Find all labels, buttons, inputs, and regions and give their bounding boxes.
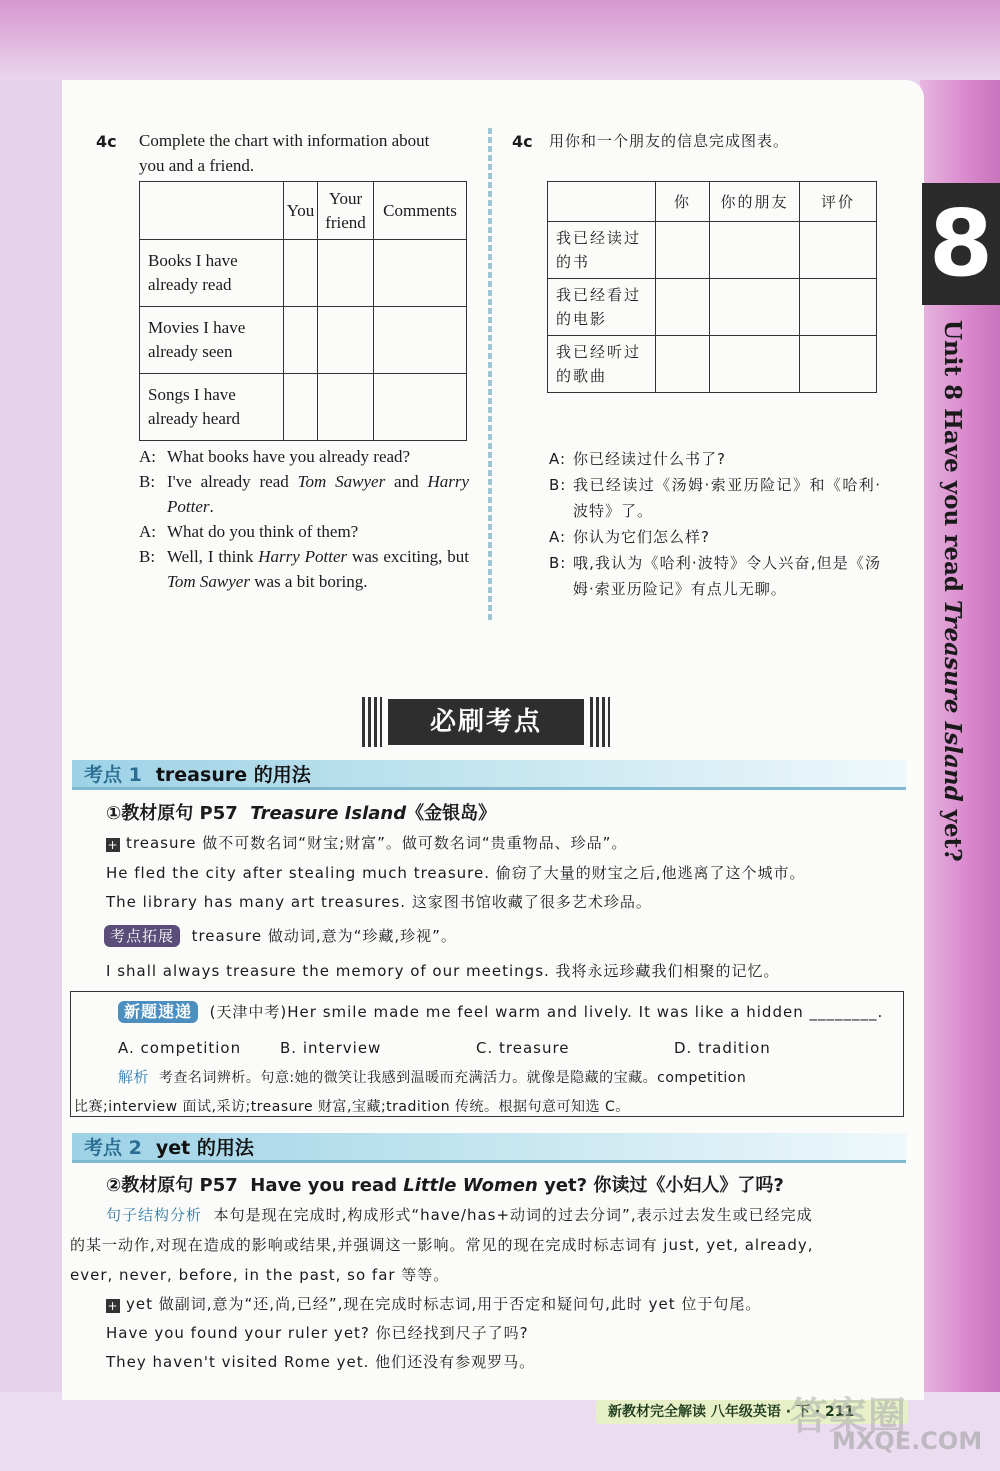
left-dialogue: [139, 444, 469, 594]
table-cell[interactable]: [656, 336, 710, 393]
quiz-option[interactable]: D. tradition: [674, 1039, 771, 1057]
dialogue-line: [549, 472, 881, 524]
quiz-option[interactable]: C. treasure: [476, 1039, 570, 1057]
unit-title-suffix: yet?: [939, 801, 966, 862]
quiz-analysis-line2: 比赛;interview 面试,采访;treasure 财富,宝藏;tradition 传统。根据句意可知选 C。: [74, 1099, 630, 1115]
section-banner: [362, 697, 610, 747]
page-footer: 新教材完全解读 八年级英语 · 下 · 211: [596, 1400, 908, 1424]
speaker: B:: [139, 547, 156, 566]
speaker: B:: [139, 472, 156, 491]
dialogue-line: [139, 469, 469, 519]
extension-chip: 考点拓展: [104, 925, 180, 947]
speaker: A:: [139, 447, 156, 466]
quiz-options: [118, 1035, 818, 1061]
left-chart-table: [139, 181, 467, 441]
source-label: ②教材原句 P57: [106, 1175, 238, 1196]
quiz-question: 新题速递 (天津中考)Her smile made me feel warm and lively. It was like a hidden ________.: [118, 999, 883, 1025]
table-header-cell: 你: [656, 182, 710, 222]
quiz-option[interactable]: A. competition: [118, 1039, 242, 1057]
source-italic: Treasure Island: [250, 803, 407, 824]
table-cell[interactable]: [318, 374, 374, 441]
table-cell[interactable]: [800, 222, 877, 279]
right-task-tag: 4c: [512, 132, 533, 151]
quiz-option[interactable]: B. interview: [280, 1039, 382, 1057]
table-cell[interactable]: [710, 279, 800, 336]
table-header-cell: Comments: [374, 182, 467, 240]
dialogue-line: [139, 519, 469, 544]
plus-icon: +: [107, 838, 119, 852]
unit-title: [926, 320, 966, 862]
table-header-cell: You: [284, 182, 318, 240]
structure-label: 句子结构分析: [106, 1206, 203, 1224]
table-cell[interactable]: [374, 307, 467, 374]
left-instruction: [139, 128, 469, 178]
table-row-label: 我已经读过的书: [548, 222, 656, 279]
dialogue-text: I've already read Tom Sawyer and Harry Potter.: [167, 472, 470, 516]
point-2-example: Have you found your ruler yet? 你已经找到尺子了吗?: [106, 1324, 529, 1342]
table-header-cell: [140, 182, 284, 240]
table-cell[interactable]: [800, 279, 877, 336]
dialogue-line: [139, 444, 469, 469]
point-1-example: I shall always treasure the memory of our meetings. 我将永远珍藏我们相聚的记忆。: [106, 962, 780, 980]
point-2-note: + yet 做副词,意为“还,尚,已经”,现在完成时标志词,用于否定和疑问句,此时 yet 位于句尾。: [107, 1295, 762, 1313]
table-cell[interactable]: [284, 307, 318, 374]
table-row-label: 我已经看过的电影: [548, 279, 656, 336]
point-2-header: [72, 1133, 906, 1163]
point-2-source: ②教材原句 P57 Have you read Little Women yet? 你读过《小妇人》了吗?: [106, 1175, 784, 1196]
column-divider: [488, 128, 492, 622]
table-cell[interactable]: [318, 240, 374, 307]
top-band: [0, 0, 1000, 80]
point-1-extension: 考点拓展 treasure 做动词,意为“珍藏,珍视”。: [104, 923, 457, 949]
table-cell[interactable]: [318, 307, 374, 374]
quiz-chip: 新题速递: [118, 1001, 198, 1023]
left-task-tag: 4c: [96, 132, 117, 151]
dialogue-text: 你认为它们怎么样?: [573, 528, 710, 546]
point-title: treasure 的用法: [155, 764, 311, 786]
dialogue-line: [139, 544, 469, 594]
dialogue-line: [549, 446, 881, 472]
point-1-example: The library has many art treasures. 这家图书馆收藏了很多艺术珍品。: [106, 893, 652, 911]
table-row-label: Movies I have already seen: [140, 307, 284, 374]
table-row-label: Songs I have already heard: [140, 374, 284, 441]
dialogue-text: Well, I think Harry Potter was exciting, but Tom Sawyer was a bit boring.: [167, 547, 469, 591]
point-title: yet 的用法: [155, 1137, 254, 1159]
point-2-structure: 句子结构分析 本句是现在完成时,构成形式“have/has+动词的过去分词”,表示过去发生或已经完成: [106, 1206, 813, 1224]
point-2-example: They haven't visited Rome yet. 他们还没有参观罗马。: [106, 1353, 536, 1371]
table-header-cell: [548, 182, 656, 222]
speaker: B:: [549, 554, 567, 572]
unit-title-italic: Treasure Island: [939, 599, 966, 802]
banner-stripes: [362, 697, 382, 747]
point-1-note: + treasure 做不可数名词“财宝;财富”。做可数名词“贵重物品、珍品”。: [107, 834, 628, 852]
table-cell[interactable]: [284, 240, 318, 307]
unit-title-prefix: Unit 8 Have you read: [939, 320, 966, 600]
point-number: 考点 1: [84, 764, 142, 786]
table-cell[interactable]: [710, 336, 800, 393]
point-2-structure-line: 的某一动作,对现在造成的影响或结果,并强调这一影响。常见的现在完成时标志词有 just, yet, already,: [70, 1236, 814, 1254]
plus-icon: +: [107, 1299, 119, 1313]
dialogue-text: 我已经读过《汤姆·索亚历险记》和《哈利·波特》了。: [573, 476, 881, 520]
quiz-analysis: 解析 考查名词辨析。句意:她的微笑让我感到温暖而充满活力。就像是隐藏的宝藏。competition: [118, 1068, 747, 1086]
table-cell[interactable]: [374, 374, 467, 441]
point-1-header: [72, 760, 906, 790]
dialogue-text: 哦,我认为《哈利·波特》令人兴奋,但是《汤姆·索亚历险记》有点儿无聊。: [573, 554, 881, 598]
table-cell[interactable]: [284, 374, 318, 441]
source-cn: 《金银岛》: [406, 803, 497, 824]
point-1-example: He fled the city after stealing much treasure. 偷窃了大量的财宝之后,他逃离了这个城市。: [106, 864, 806, 882]
point-number: 考点 2: [84, 1137, 142, 1159]
table-row-label: 我已经听过的歌曲: [548, 336, 656, 393]
banner-title: 必刷考点: [388, 699, 584, 745]
dialogue-text: What do you think of them?: [167, 522, 359, 541]
dialogue-line: [549, 524, 881, 550]
table-cell[interactable]: [374, 240, 467, 307]
left-instruction-line: you and a friend.: [139, 156, 255, 175]
speaker: A:: [139, 522, 156, 541]
left-instruction-line: Complete the chart with information about: [139, 131, 430, 150]
watermark: 答案圈: [790, 1394, 908, 1438]
right-dialogue: [549, 446, 881, 602]
table-cell[interactable]: [800, 336, 877, 393]
analysis-label: 解析: [118, 1068, 150, 1086]
right-instruction: 用你和一个朋友的信息完成图表。: [549, 132, 790, 150]
source-label: ①教材原句 P57: [106, 803, 238, 824]
table-cell[interactable]: [656, 279, 710, 336]
speaker: A:: [549, 450, 567, 468]
right-chart-table: [547, 181, 877, 393]
speaker: A:: [549, 528, 567, 546]
table-row-label: Books I have already read: [140, 240, 284, 307]
dialogue-text: What books have you already read?: [167, 447, 411, 466]
table-header-cell: Your friend: [318, 182, 374, 240]
watermark-url: MXQE.COM: [832, 1427, 983, 1455]
unit-number: 8: [922, 183, 1000, 305]
dialogue-text: 你已经读过什么书了?: [573, 450, 726, 468]
table-cell[interactable]: [656, 222, 710, 279]
table-header-cell: 你的朋友: [710, 182, 800, 222]
speaker: B:: [549, 476, 567, 494]
table-cell[interactable]: [710, 222, 800, 279]
dialogue-line: [549, 550, 881, 602]
point-1-source: [106, 799, 496, 825]
banner-stripes: [590, 697, 610, 747]
point-2-structure-line: ever, never, before, in the past, so far 等等。: [70, 1266, 450, 1284]
table-header-cell: 评价: [800, 182, 877, 222]
